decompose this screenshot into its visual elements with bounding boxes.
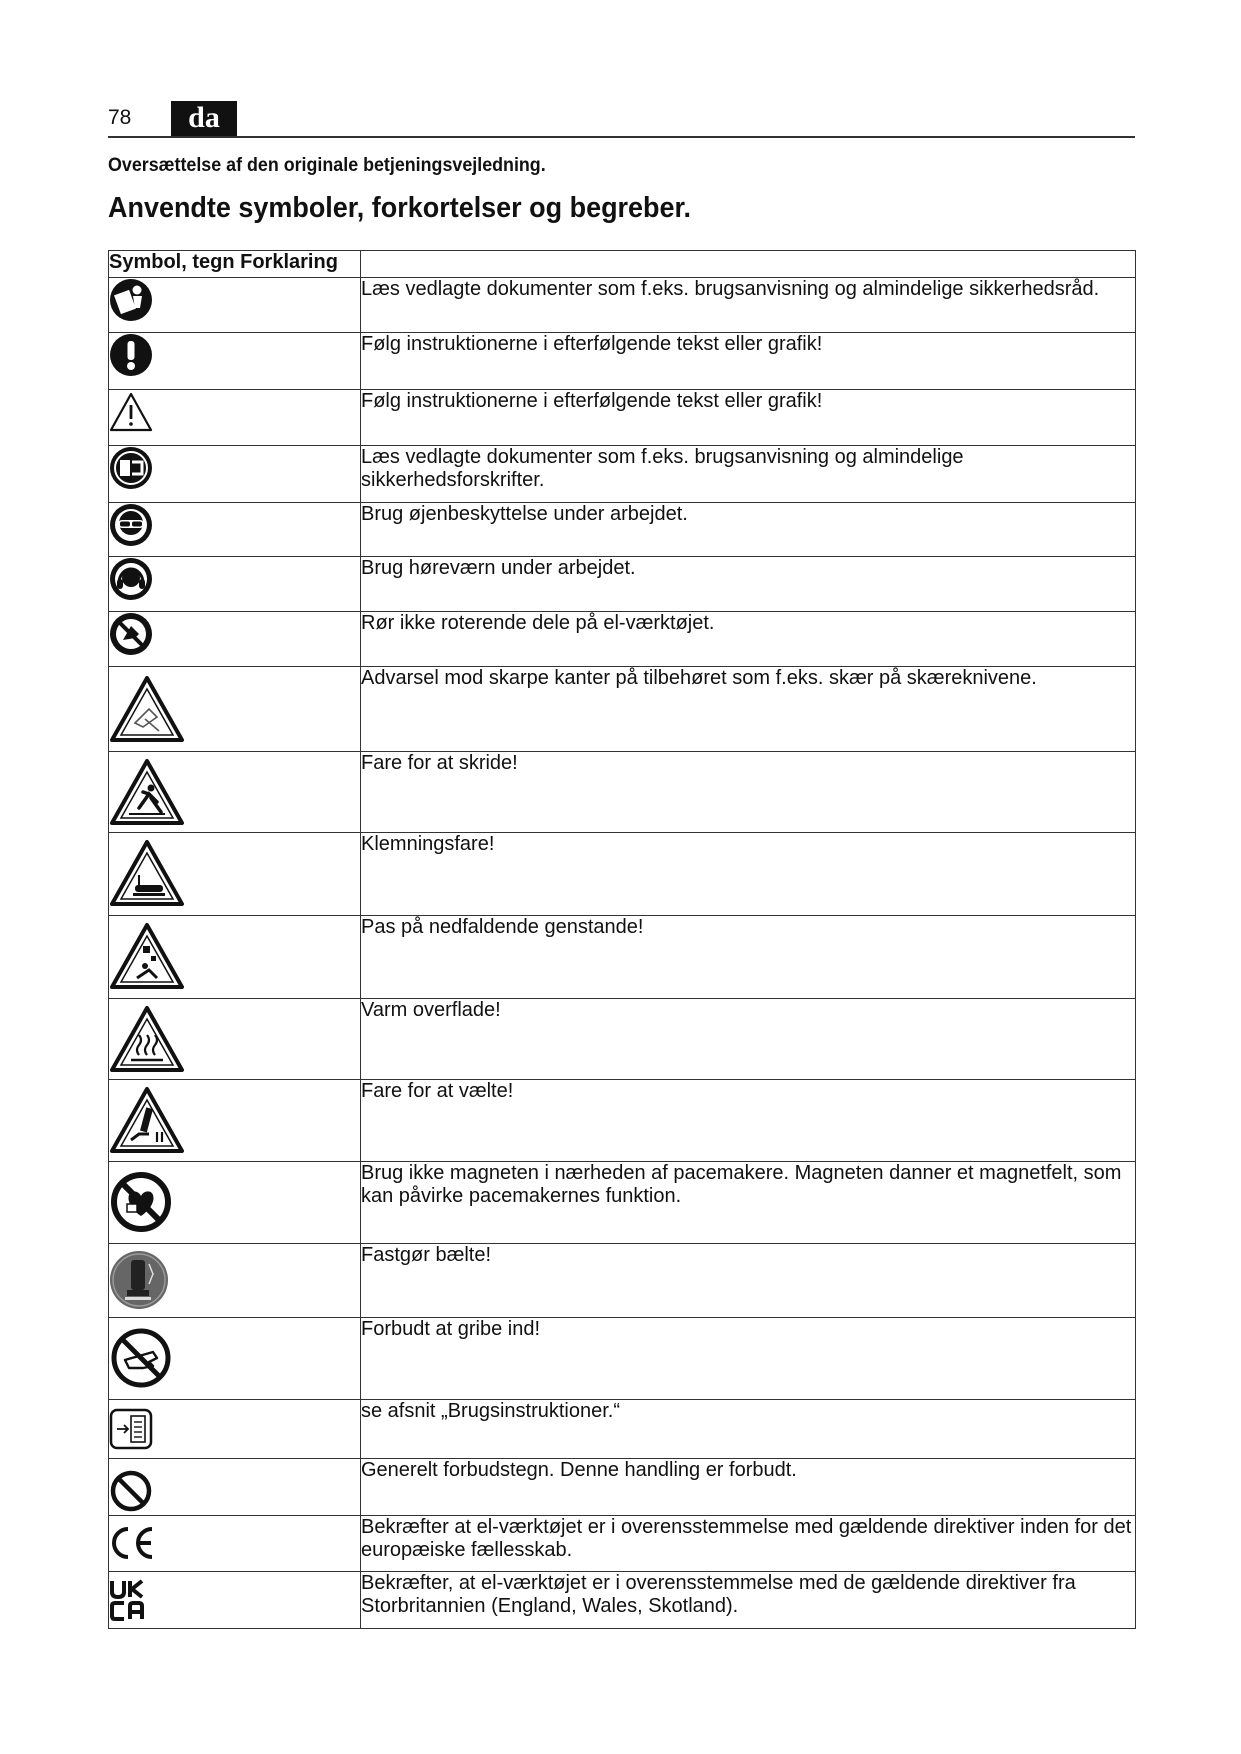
no-touch-rotating-icon bbox=[109, 612, 153, 656]
symbols-table bbox=[108, 250, 1136, 1629]
table-cell-explanation: Varm overflade! bbox=[361, 999, 1136, 1080]
table-cell-explanation: Rør ikke roterende dele på el-værktøjet. bbox=[361, 612, 1136, 667]
table-row bbox=[109, 557, 1136, 612]
table-cell-explanation: Forbudt at gribe ind! bbox=[361, 1318, 1136, 1400]
table-row bbox=[109, 916, 1136, 999]
table-cell-explanation: se afsnit „Brugsinstruktioner.“ bbox=[361, 1400, 1136, 1459]
falling-objects-icon bbox=[109, 922, 185, 990]
warning-triangle-icon bbox=[109, 390, 153, 434]
table-cell-explanation: Generelt forbudstegn. Denne handling er forbudt. bbox=[361, 1459, 1136, 1516]
sharp-edges-warning-icon bbox=[109, 675, 185, 743]
see-section-icon bbox=[109, 1408, 153, 1450]
table-cell-explanation: Fare for at vælte! bbox=[361, 1080, 1136, 1162]
document-subtitle: Oversættelse af den originale betjeningsvejledning. bbox=[108, 155, 546, 176]
ce-mark-icon bbox=[109, 1526, 157, 1560]
table-row bbox=[109, 833, 1136, 916]
table-row bbox=[109, 752, 1136, 833]
table-cell-explanation: Læs vedlagte dokumenter som f.eks. brugsanvisning og almindelige sikkerhedsråd. bbox=[361, 278, 1136, 333]
column-header-explanation bbox=[361, 251, 1136, 278]
ukca-mark-icon bbox=[109, 1578, 145, 1622]
table-row bbox=[109, 1162, 1136, 1244]
table-row bbox=[109, 1244, 1136, 1318]
table-row bbox=[109, 999, 1136, 1080]
table-row bbox=[109, 390, 1136, 446]
table-row bbox=[109, 503, 1136, 557]
table-row bbox=[109, 667, 1136, 752]
mandatory-exclamation-icon bbox=[109, 333, 153, 377]
table-row bbox=[109, 612, 1136, 667]
table-cell-explanation: Klemningsfare! bbox=[361, 833, 1136, 916]
table-cell-explanation: Brug høreværn under arbejdet. bbox=[361, 557, 1136, 612]
table-row bbox=[109, 446, 1136, 503]
general-prohibition-icon bbox=[109, 1469, 153, 1513]
table-row bbox=[109, 1459, 1136, 1516]
read-documents-icon bbox=[109, 446, 153, 490]
hearing-protection-icon bbox=[109, 557, 153, 601]
table-cell-explanation: Brug ikke magneten i nærheden af pacemakere. Magneten danner et magnetfelt, som kan påvirke pacemakernes funktion. bbox=[361, 1162, 1136, 1244]
section-title: Anvendte symboler, forkortelser og begreber. bbox=[108, 192, 692, 224]
table-row bbox=[109, 278, 1136, 333]
no-pacemaker-icon bbox=[109, 1170, 173, 1234]
header-divider bbox=[108, 136, 1135, 138]
table-cell-explanation: Bekræfter at el-værktøjet er i overensstemmelse med gældende direktiver inden for det europæiske fællesskab. bbox=[361, 1516, 1136, 1572]
table-row bbox=[109, 1080, 1136, 1162]
table-cell-explanation: Læs vedlagte dokumenter som f.eks. brugsanvisning og almindelige sikkerhedsforskrifter. bbox=[361, 446, 1136, 503]
table-cell-explanation: Brug øjenbeskyttelse under arbejdet. bbox=[361, 503, 1136, 557]
crush-hazard-icon bbox=[109, 839, 185, 907]
table-cell-explanation: Fastgør bælte! bbox=[361, 1244, 1136, 1318]
table-header-row bbox=[109, 251, 1136, 278]
table-row bbox=[109, 1572, 1136, 1629]
slip-hazard-icon bbox=[109, 758, 185, 826]
tipping-hazard-icon bbox=[109, 1086, 185, 1154]
table-cell-explanation: Fare for at skride! bbox=[361, 752, 1136, 833]
table-row bbox=[109, 1516, 1136, 1572]
fasten-belt-icon bbox=[109, 1250, 169, 1310]
table-cell-explanation: Følg instruktionerne i efterfølgende tekst eller grafik! bbox=[361, 390, 1136, 446]
table-row bbox=[109, 1400, 1136, 1459]
eye-protection-icon bbox=[109, 503, 153, 547]
table-row bbox=[109, 333, 1136, 390]
table-cell-explanation: Følg instruktionerne i efterfølgende tekst eller grafik! bbox=[361, 333, 1136, 390]
hot-surface-icon bbox=[109, 1005, 185, 1073]
language-badge: da bbox=[171, 101, 237, 136]
page-number: 78 bbox=[108, 106, 132, 129]
table-cell-explanation: Pas på nedfaldende genstande! bbox=[361, 916, 1136, 999]
read-manual-icon bbox=[109, 278, 153, 322]
no-reaching-in-icon bbox=[109, 1326, 173, 1390]
table-row bbox=[109, 1318, 1136, 1400]
table-cell-explanation: Advarsel mod skarpe kanter på tilbehøret som f.eks. skær på skæreknivene. bbox=[361, 667, 1136, 752]
table-cell-explanation: Bekræfter, at el-værktøjet er i overensstemmelse med de gældende direktiver fra Storbritannien (England, Wales, Skotland). bbox=[361, 1572, 1136, 1629]
column-header-symbol: Symbol, tegn Forklaring bbox=[109, 251, 361, 278]
